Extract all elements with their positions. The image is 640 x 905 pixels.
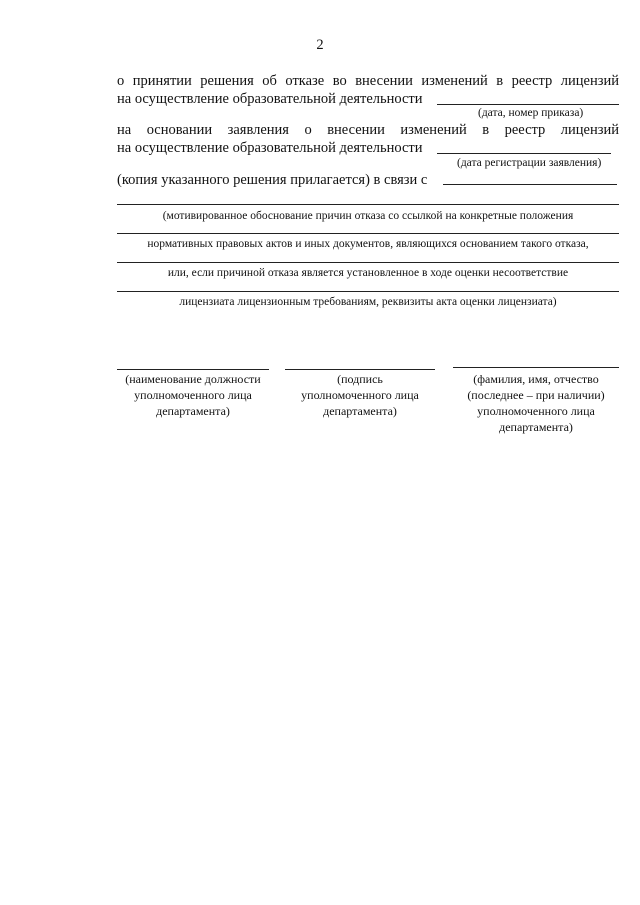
order-date-field-line — [437, 104, 619, 105]
application-date-caption: (дата регистрации заявления) — [457, 157, 602, 169]
signature-caption-line: (подпись — [337, 372, 383, 386]
name-caption-line: (фамилия, имя, отчество — [473, 372, 599, 386]
position-caption-line: (наименование должности — [125, 372, 261, 386]
name-caption-line: департамента) — [499, 420, 573, 434]
reason-caption-3: или, если причиной отказа является установленное в ходе оценки несоответствие — [167, 267, 569, 279]
reason-field-line-0 — [443, 184, 617, 185]
page-number: 2 — [316, 37, 324, 53]
reason-caption-2: нормативных правовых актов и иных документов, являющихся основанием такого отказа, — [147, 238, 589, 250]
paragraph2-line1: на основании заявления о внесении изменений в реестр лицензий — [117, 122, 619, 138]
position-field-line — [117, 369, 269, 370]
application-date-field-line — [437, 153, 611, 154]
signature-field-line — [285, 369, 435, 370]
signature-caption — [272, 371, 448, 419]
reason-caption-1: (мотивированное обоснование причин отказа со ссылкой на конкретные положения — [162, 210, 574, 222]
name-field-line — [453, 367, 619, 368]
position-caption — [104, 371, 282, 419]
name-caption-line: (последнее – при наличии) — [467, 388, 605, 402]
name-caption-line: уполномоченного лица — [477, 404, 595, 418]
reason-field-line-1 — [117, 204, 619, 205]
position-caption-line: уполномоченного лица — [134, 388, 252, 402]
reason-field-line-4 — [117, 291, 619, 292]
paragraph2-line2: на осуществление образовательной деятельности — [117, 140, 423, 156]
paragraph1-line2: на осуществление образовательной деятельности — [117, 91, 423, 107]
paragraph3-line1: (копия указанного решения прилагается) в связи с — [117, 172, 428, 188]
signature-caption-line: уполномоченного лица — [301, 388, 419, 402]
reason-field-line-2 — [117, 233, 619, 234]
signature-caption-line: департамента) — [323, 404, 397, 418]
paragraph1-line1: о принятии решения об отказе во внесении изменений в реестр лицензий — [117, 73, 619, 89]
name-caption — [446, 371, 626, 435]
order-date-caption: (дата, номер приказа) — [478, 107, 584, 119]
reason-caption-4: лицензиата лицензионным требованиям, реквизиты акта оценки лицензиата) — [179, 296, 557, 308]
position-caption-line: департамента) — [156, 404, 230, 418]
reason-field-line-3 — [117, 262, 619, 263]
